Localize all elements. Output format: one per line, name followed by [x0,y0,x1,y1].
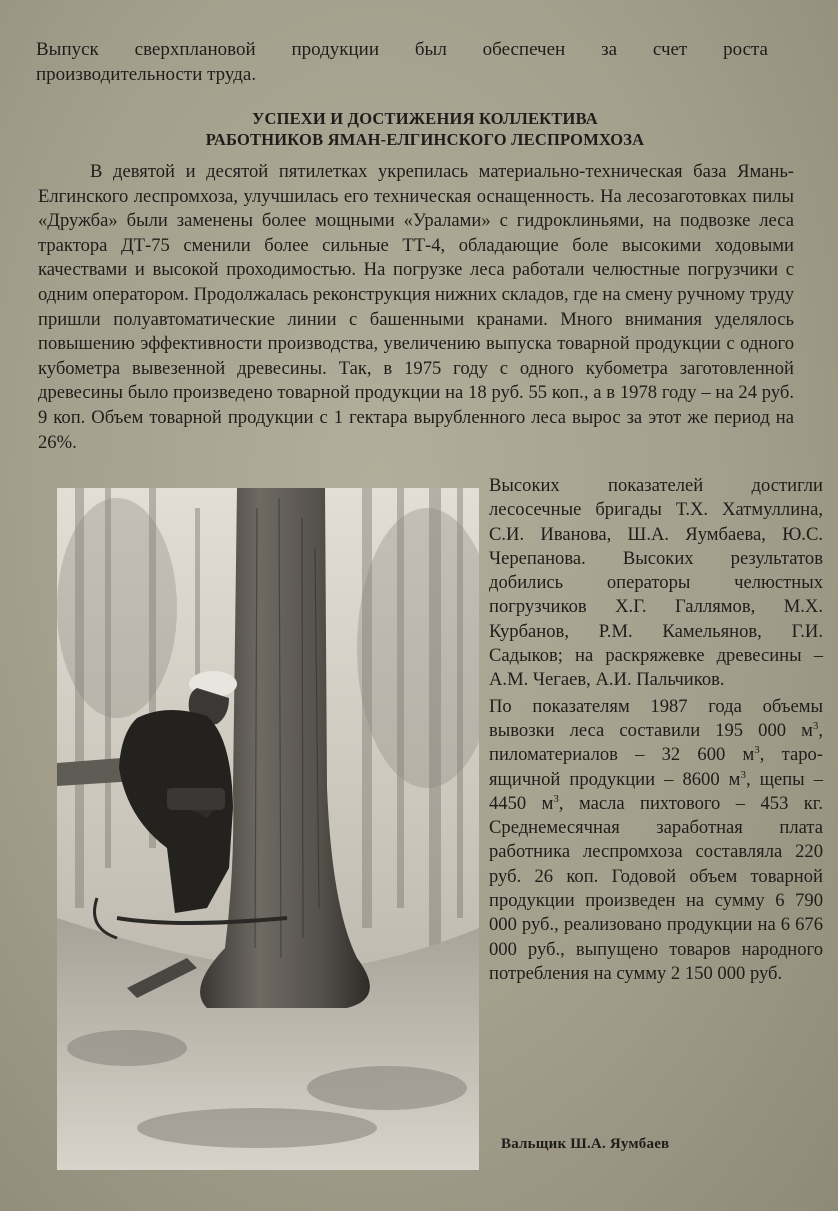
section-heading [100,108,750,150]
statistics-paragraph: По показателям 1987 года объемы вывозки леса составили 195 000 $м^3$, пиломатериалов – 32 600 $м^3$, таро-ящичной продукции – 8600 $м^3$, щепы – 4450 $м^3$, масла пихтового – 453 кг. Среднемесячная заработная плата работника леспромхоза составляла 220 руб. 26 коп. Годовой объем товарной продукции произведен на сумму 6 790 000 руб., реализовано продукции на 6 676 000 руб., выпущено товаров народного потребления на сумму 2 150 000 руб. [489,695,823,984]
heading-line-1: УСПЕХИ И ДОСТИЖЕНИЯ КОЛЛЕКТИВА [252,109,598,128]
intro-line-1: Выпуск сверхплановой продукции был обеспечен за счет роста [36,39,768,60]
intro-paragraph [36,37,768,87]
intro-line-2: производительности труда. [36,64,257,85]
photo-lumberjack-felling-tree [57,488,479,1170]
brigades-paragraph: Высоких показателей достигли лесосечные бригады Т.Х. Хатмуллина, С.И. Иванова, Ш.А. Яумбаева, Ю.С. Черепанова. Высоких результатов добились операторы челюстных погрузчиков Х.Г. Галлямов, М.Х. Курбанов, Р.М. Камельянов, Г.И. Садыков; на раскряжевке древесины – А.М. Чегаев, А.И. Пальчиков. [489,475,823,691]
photo-caption: Вальщик Ш.А. Яумбаев [501,1136,670,1152]
main-paragraph-text: В девятой и десятой пятилетках укрепилась материально-техническая база Ямань-Елгинского леспромхоза, улучшилась его техническая оснащенность. На лесозаготовках пилы «Дружба» были заменены более мощными «Уралами» с гидроклиньями, на подвозке леса трактора ДТ-75 сменили более сильные ТТ-4, обладающие боле высокими ходовыми качествами и высокой проходимостью. На погрузке леса работали челюстные погрузчики с одним оператором. Продолжалась реконструкция нижних складов, где на смену ручному труду пришли полуавтоматические линии с башенными кранами. Много внимания уделялось повышению эффективности производства, увеличению выпуска товарной продукции с одного кубометра вывезенной древесины. Так, в 1975 году с одного кубометра заготовленной древесины было произведено товарной продукции на 18 руб. 55 коп., а в 1978 году – на 24 руб. 9 коп. Объем товарной продукции с 1 гектара вырубленного леса вырос за этот же период на 26%. [38,161,794,453]
right-column-text [489,474,823,986]
heading-line-2: РАБОТНИКОВ ЯМАН-ЕЛГИНСКОГО ЛЕСПРОМХОЗА [205,130,645,149]
main-paragraph [38,160,794,455]
photo-illustration [57,488,479,1170]
